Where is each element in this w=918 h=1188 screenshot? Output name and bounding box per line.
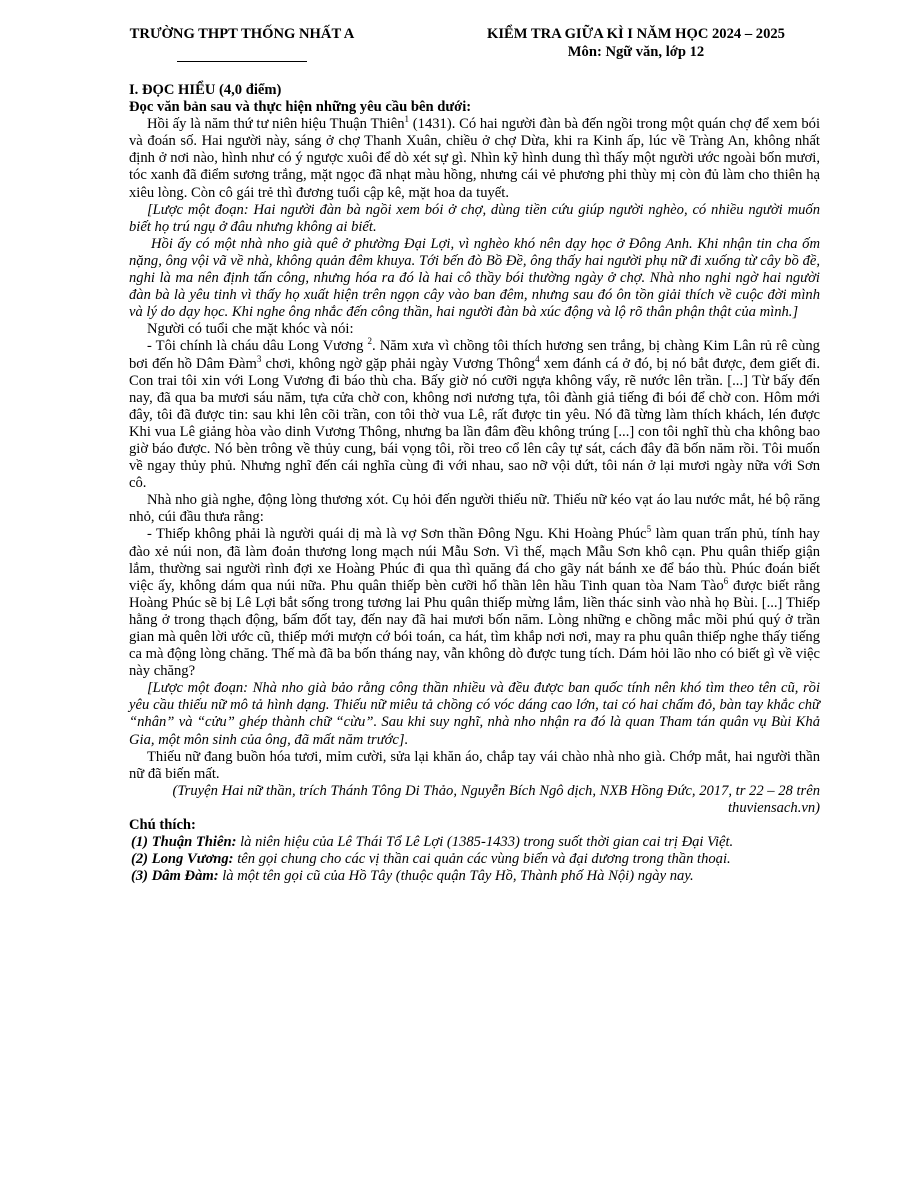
section-instruction: Đọc văn bản sau và thực hiện những yêu cầu bên dưới: — [129, 99, 472, 116]
paragraph-5-part-c: được biết rằng Hoàng Phúc sẽ bị Lê Lợi bắt sống trong tương lai Phu quân thiếp mừng lắm, liền thác sinh vào nhà họ Bùi. [...] Thiếp hằng ở trong thạch động, bấm đốt tay, đến nay đã hai mươi bốn năm. Lòng những e chồng mắc mồi phú quý ở trần gian mà quên lời ước cũ, thiếp mới mượn cớ bói toán, ca hát, tìm khắp nơi nơi, may ra phu quân thiếp nghe thấy tiếng ca mà động lòng chăng. Thế mà đã ba bốn tháng nay, vẫn không dò được tung tích. Dám hỏi lão nho có biết gì về việc này chăng? — [129, 577, 820, 680]
paragraph-1-start: Hồi ấy là năm thứ tư niên hiệu Thuận Thiên — [147, 116, 405, 133]
footnote-3-text: là một tên gọi cũ của Hồ Tây (thuộc quận Tây Hồ, Thành phố Hà Nội) ngày nay. — [218, 868, 694, 885]
exam-title: KIỂM TRA GIỮA KÌ I NĂM HỌC 2024 – 2025 — [487, 26, 785, 42]
footnote-ref-6: 6 — [723, 575, 729, 586]
footnote-1-term: Thuận Thiên: — [151, 834, 237, 851]
omitted-passage-2: [Lược một đoạn: Nhà nho già bảo rằng công thần nhiều và đều được ban quốc tính nên khó tìm theo tên cũ, rồi yêu cầu thiếu nữ mô tả hình dạng. Thiếu nữ miêu tả chồng có vóc dáng cao lớn, tai có hai chấm đỏ, bàn tay khắc chữ “nhân” và “cửu” ghép thành chữ “cừu”. Sau khi suy nghĩ, nhà nho nhận ra đó là quan Tham tán quân vụ Bùi Khả Gia, một môn sinh của ông, đã mất năm trước]. — [129, 680, 820, 748]
footnote-ref-2: 2 — [367, 336, 372, 347]
paragraph-6: Thiếu nữ đang buồn hóa tươi, mỉm cười, sửa lại khăn áo, chắp tay vái chào nhà nho già. Chớp mắt, hai người thần nữ đã biến mất. — [129, 748, 820, 782]
footnote-3 — [129, 868, 820, 885]
footnote-ref-4: 4 — [535, 353, 540, 364]
footnote-1-number: (1) — [131, 834, 149, 851]
paragraph-3-part-a: - Tôi chính là cháu dâu Long Vương — [147, 338, 368, 355]
exam-header — [455, 25, 817, 61]
paragraph-2: Người có tuổi che mặt khóc và nói: — [147, 321, 354, 338]
paragraph-5-part-b: làm quan trấn phủ, tính hay đào xẻ núi non, đã làm đoản thương long mạch núi Mẫu Sơn. Vì thế, mạch Mẫu Sơn khô cạn. Phu quân thiếp giận lắm, thường sai người rình đợi xe Hoàng Phúc đi qua thì quăng đá cho gãy nát bánh xe để báo thù. Phúc đoán biết việc ấy, không dám qua núi nữa. Phu quân thiếp bèn cưỡi hổ thần lên hầu Tinh quan tòa Nam Tào — [129, 526, 820, 594]
footnote-1 — [129, 834, 820, 851]
paragraph-5 — [129, 526, 820, 680]
footnote-2 — [129, 851, 820, 868]
paragraph-3-part-d: xem đánh cá ở đó, bị nó bắt được, đem giết đi. Con trai tôi xin với Long Vương đi báo thù cha. Bấy giờ nó cưỡi ngựa không vẩy, rẽ nước lên trần. [...] Từ bấy đến nay, đã qua ba mươi sáu năm, tựa cửa chờ con, không nơi nương tựa, tôi đành giả tiếng đi bói để chờ con. Hôm mới đây, tôi đã được tin: sau khi lên cõi trần, con tôi thờ vua Lê, rất được tin yêu. Nó đã từng làm thích khách, lén được Khi vua Lê giảng hòa vào dinh Vương Thông, nhưng ba lần đâm đều không trúng [...] con tôi nghĩ thù cha không bao giờ báo được. Nó bèn trông về thủy cung, bái vọng tôi, rồi treo cổ lên cây tự sát, cách đây đã bốn năm rồi. Tôi muốn về ngay thủy phủ. Nhưng nghĩ đến cái nghĩa cùng đi với nhau, sao nỡ vội dứt, tôi nán ở lại mươi ngày nữa với Sơn cô. — [129, 355, 820, 492]
exam-content — [129, 82, 820, 885]
school-name: TRƯỜNG THPT THỐNG NHẤT A — [129, 26, 355, 42]
source-citation: (Truyện Hai nữ thần, trích Thánh Tông Di Thảo, Nguyễn Bích Ngô dịch, NXB Hồng Đức, 2017, tr 22 – 28 trên thuviensach.vn) — [172, 782, 820, 816]
footnote-3-number: (3) — [131, 868, 149, 885]
footnote-3-term: Dâm Đàm: — [151, 868, 219, 885]
footnote-2-number: (2) — [131, 851, 149, 868]
paragraph-3-part-c: chơi, không ngờ gặp phải ngày Vương Thông — [261, 355, 536, 372]
omitted-passage-1b: Hồi ấy có một nhà nho già quê ở phường Đại Lợi, vì nghèo khó nên dạy học ở Đông Anh. Khi nhận tin cha ốm nặng, ông vội vã về nhà, không quản đêm khuya. Tới bến đò Bồ Đề, ông thấy hai người phụ nữ đi xuống từ cây bồ đề, nghi là ma nên định tấn công, nhưng hóa ra đó là hai cô thầy bói thường ngày ở chợ. Nhà nho nghi ngờ hai người đàn bà là yêu tinh vì thấy họ xuất hiện trên ngọn cây vào ban đêm, nhưng sau đó ôn tồn giải thích về cuộc đời mình và lý do dạy học. Khi nghe ông nhắc đến công thần, hai người đàn bà xúc động và lộ rõ thân phận thật của mình.] — [129, 235, 820, 321]
notes-title: Chú thích: — [129, 817, 196, 834]
paragraph-3-part-b: . Năm xưa vì chồng tôi thích hương sen trắng, bị chàng Kim Lân rủ rê cùng bơi đến hồ Dâm Đàm — [129, 338, 820, 372]
header-underline — [177, 61, 307, 62]
footnote-2-text: tên gọi chung cho các vị thần cai quản các vùng biển và đại dương trong thần thoại. — [233, 851, 731, 868]
paragraph-1 — [129, 116, 820, 201]
paragraph-5-part-a: - Thiếp không phải là người quái dị mà là vợ Sơn thần Đông Ngu. Khi Hoàng Phúc — [147, 526, 647, 543]
footnote-2-term: Long Vương: — [151, 851, 234, 868]
section-title: I. ĐỌC HIỂU (4,0 điểm) — [129, 82, 282, 98]
footnote-1-text: là niên hiệu của Lê Thái Tổ Lê Lợi (1385-1433) trong suốt thời gian cai trị Đại Việt. — [236, 834, 734, 851]
footnote-ref-3: 3 — [256, 353, 262, 364]
exam-subject: Môn: Ngữ văn, lớp 12 — [567, 44, 705, 60]
paragraph-3 — [129, 338, 820, 492]
paragraph-4: Nhà nho già nghe, động lòng thương xót. Cụ hỏi đến người thiếu nữ. Thiếu nữ kéo vạt áo lau nước mắt, hé bộ răng nhỏ, cúi đầu thưa rằng: — [129, 492, 820, 526]
footnote-ref-1: 1 — [404, 114, 410, 125]
footnote-ref-5: 5 — [646, 524, 652, 535]
omitted-passage-1: [Lược một đoạn: Hai người đàn bà ngồi xem bói ở chợ, dùng tiền cứu giúp người nghèo, có nhiều người muốn biết họ trú ngụ ở đâu nhưng không ai biết. — [129, 201, 820, 235]
paragraph-1-rest: (1431). Có hai người đàn bà đến ngồi trong một quán chợ để xem bói và đoán số. Hai người này, sáng ở chợ Thanh Xuân, chiều ở chợ Dừa, khi ra Kinh ấp, lúc về Tràng An, không nhất định ở nơi nào, hình như có ý ngược xuôi để dò xét sự gì. Nhìn kỹ hình dung thì thấy một người ước ngoài bốn mươi, tóc xanh đã điểm sương trắng, mặt ngọc đã nhạt màu hồng, nhưng cái vẻ phương phi thùy mị còn đủ làm cho thiên hạ xiêu lòng. Còn cô gái trẻ thì đương tuổi cập kê, mặt hoa da tuyết. — [129, 116, 820, 201]
